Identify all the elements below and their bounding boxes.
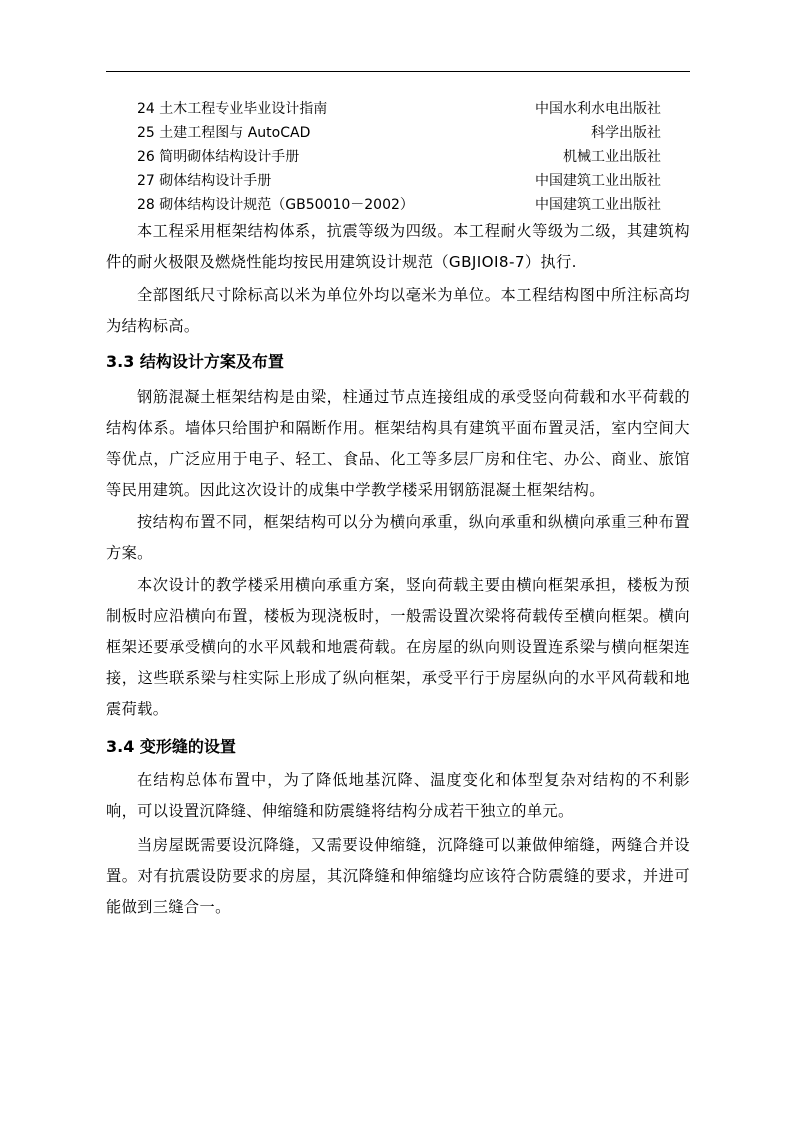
body-paragraph: 全部图纸尺寸除标高以米为单位外均以毫米为单位。本工程结构图中所注标高均为结构标高。 [106,286,690,335]
reference-item [137,98,661,120]
reference-title: 26 简明砌体结构设计手册 [137,149,300,165]
reference-publisher: 中国水利水电出版社 [535,101,661,117]
body-paragraph: 在结构总体布置中，为了降低地基沉降、温度变化和体型复杂对结构的不利影响，可以设置沉降缝、伸缩缝和防震缝将结构分成若干独立的单元。 [106,771,690,820]
section-heading: 3.3 结构设计方案及布置 [106,352,284,371]
reference-item [137,194,661,216]
reference-title: 24 土木工程专业毕业设计指南 [137,101,328,117]
reference-publisher: 机械工业出版社 [563,149,661,165]
body-paragraph: 当房屋既需要设沉降缝，又需要设伸缩缝，沉降缝可以兼做伸缩缝，两缝合并设置。对有抗震设防要求的房屋，其沉降缝和伸缩缝均应该符合防震缝的要求，并进可能做到三缝合一。 [106,836,690,916]
reference-title: 27 砌体结构设计手册 [137,173,272,189]
reference-publisher: 科学出版社 [591,125,661,141]
reference-item [137,122,661,144]
body-paragraph: 按结构布置不同，框架结构可以分为横向承重，纵向承重和纵横向承重三种布置方案。 [106,513,690,562]
body-paragraph: 钢筋混凝土框架结构是由梁，柱通过节点连接组成的承受竖向荷载和水平荷载的结构体系。墙体只给围护和隔断作用。框架结构具有建筑平面布置灵活，室内空间大等优点，广泛应用于电子、轻工、食品、化工等多层厂房和住宅、办公、商业、旅馆等民用建筑。因此这次设计的成集中学教学楼采用钢筋混凝土框架结构。 [106,388,690,499]
reference-item [137,146,661,168]
body-paragraph: 本工程采用框架结构体系，抗震等级为四级。本工程耐火等级为二级，其建筑构件的耐火极限及燃烧性能均按民用建筑设计规范（GBJIOI8-7）执行. [106,222,690,271]
reference-publisher: 中国建筑工业出版社 [535,197,661,213]
reference-title: 25 土建工程图与 AutoCAD [137,125,311,141]
reference-item [137,170,661,192]
reference-publisher: 中国建筑工业出版社 [535,173,661,189]
header-rule [106,71,690,72]
body-paragraph: 本次设计的教学楼采用横向承重方案，竖向荷载主要由横向框架承担，楼板为预制板时应沿横向布置，楼板为现浇板时，一般需设置次梁将荷载传至横向框架。横向框架还要承受横向的水平风载和地震荷载。在房屋的纵向则设置连系梁与横向框架连接，这些联系梁与柱实际上形成了纵向框架，承受平行于房屋纵向的水平风荷载和地震荷载。 [106,576,690,718]
reference-title: 28 砌体结构设计规范（GB50010－2002） [137,197,414,213]
section-heading: 3.4 变形缝的设置 [106,737,236,756]
